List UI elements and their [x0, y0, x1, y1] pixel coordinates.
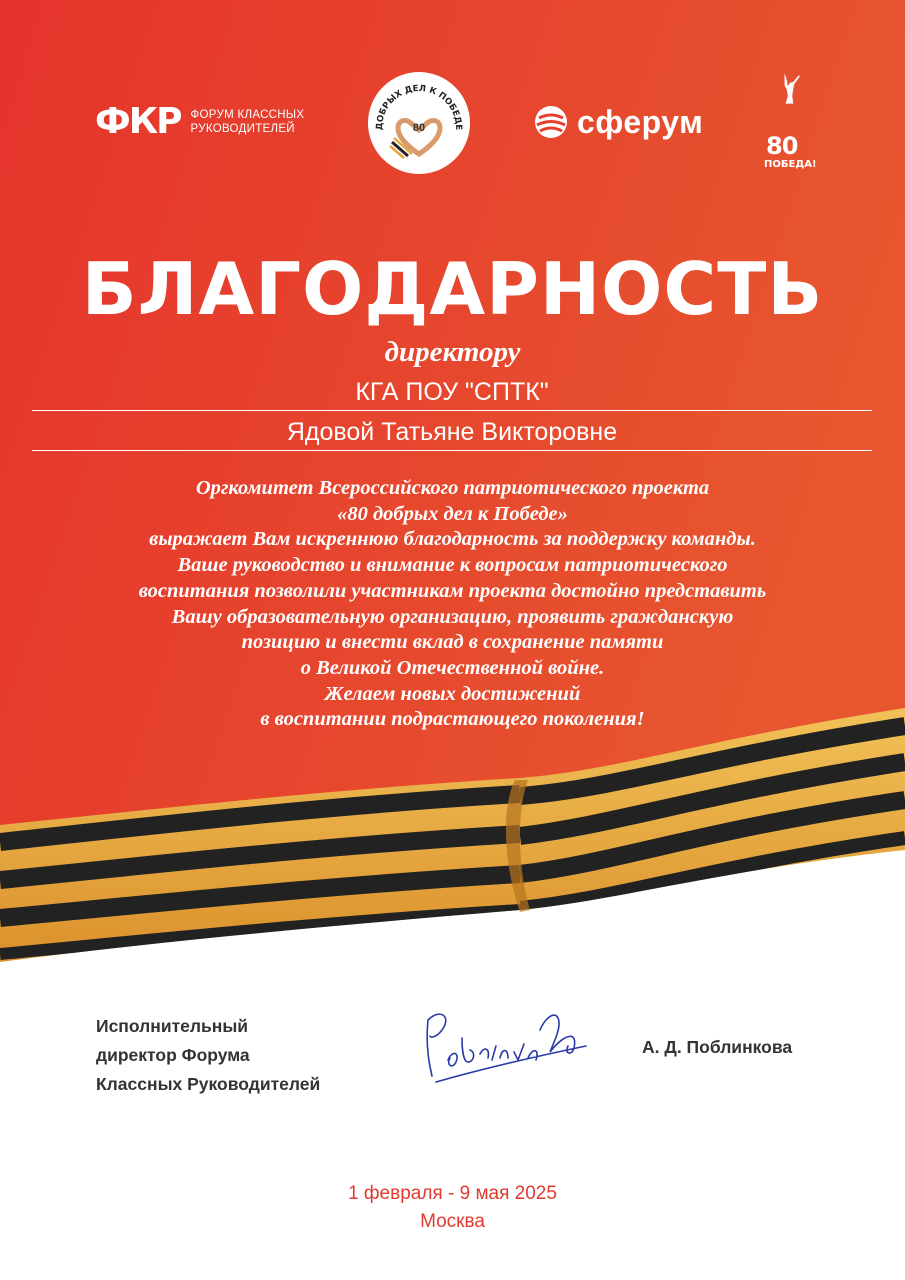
footer: [0, 1180, 905, 1236]
signer-role: [96, 1012, 320, 1099]
pobeda-word: ПОБЕДА!: [764, 159, 817, 170]
pobeda-number: 80: [766, 132, 798, 160]
fkr-mark: ФКР: [95, 101, 181, 142]
signer-role-line: Классных Руководителей: [96, 1074, 321, 1094]
body-line: воспитания позволили участникам проекта достойно представить: [138, 579, 767, 602]
fkr-text-line-1: ФОРУМ КЛАССНЫХ: [190, 109, 305, 121]
body-line: выражает Вам искреннюю благодарность за поддержку команды.: [149, 528, 756, 551]
signer-name: А. Д. Поблинкова: [642, 1037, 793, 1057]
body-line: в воспитании подрастающего поколения!: [260, 708, 645, 731]
sferum-logo: [533, 102, 703, 142]
recipient-organization: КГА ПОУ "СПТК": [355, 378, 549, 406]
body-line: о Великой Отечественной войне.: [300, 656, 605, 679]
body-line: Ваше руководство и внимание к вопросам патриотического: [177, 554, 728, 577]
certificate-title: БЛАГОДАРНОСТЬ: [81, 247, 824, 331]
fkr-text-line-2: РУКОВОДИТЕЛЕЙ: [190, 123, 295, 135]
recipient-name: Ядовой Татьяне Викторовне: [286, 418, 618, 446]
event-dates: 1 февраля - 9 мая 2025: [348, 1183, 557, 1204]
recipient-position: директору: [384, 336, 521, 368]
pobeda-80-logo: [760, 72, 820, 182]
body-line: позицию и внести вклад в сохранение памяти: [241, 631, 664, 654]
project-number: 80: [412, 122, 426, 134]
organization-underline: [32, 410, 872, 412]
recipient-organization-field: [32, 380, 872, 405]
gratitude-text: [10, 476, 895, 733]
signer-role-line: Исполнительный: [96, 1016, 249, 1036]
body-line: Вашу образовательную организацию, проявить гражданскую: [171, 605, 734, 628]
recipient-name-field: [32, 420, 872, 445]
sferum-wordmark: сферум: [577, 104, 704, 140]
fkr-text: [191, 108, 305, 136]
event-city: Москва: [420, 1211, 485, 1232]
svg-text:ДОБРЫХ ДЕЛ К ПОБЕДЕ: ДОБРЫХ ДЕЛ К ПОБЕДЕ: [374, 83, 464, 131]
body-line: Оргкомитет Всероссийского патриотического проекта: [195, 477, 710, 499]
body-line: «80 добрых дел к Победе»: [337, 502, 568, 525]
handwritten-signature: [418, 990, 593, 1085]
motherland-statue-icon: [760, 72, 820, 132]
signer-role-line: директор Форума: [96, 1045, 250, 1065]
project-80-good-deeds-logo: [368, 72, 470, 174]
name-underline: [32, 450, 872, 452]
body-line: Желаем новых достижений: [324, 682, 581, 705]
st-george-ribbon: [0, 700, 905, 980]
fkr-logo: [95, 102, 304, 142]
sferum-sphere-icon: [533, 104, 569, 140]
